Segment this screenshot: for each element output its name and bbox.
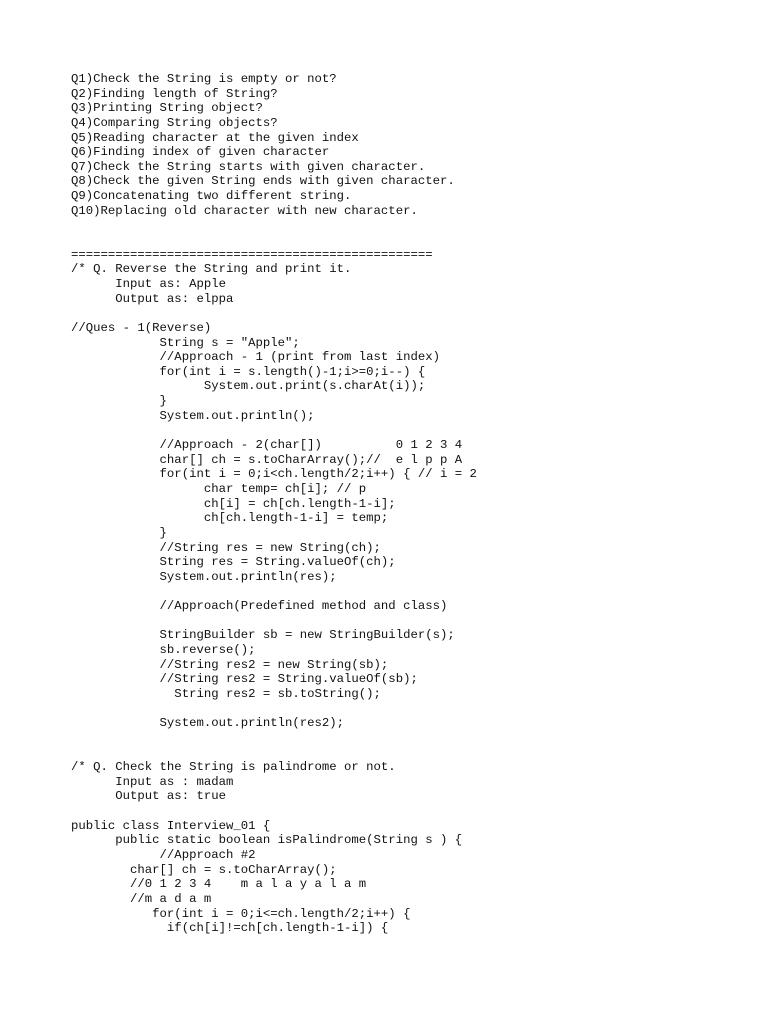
text-line: /* Q. Check the String is palindrome or not. [71, 760, 396, 775]
text-line: System.out.println(); [71, 408, 315, 423]
text-line: Input as : madam [71, 774, 234, 789]
text-line: for(int i = 0;i<ch.length/2;i++) { // i = 2 [71, 467, 477, 482]
blank-line [71, 731, 761, 746]
text-line: Q2)Finding length of String? [71, 86, 278, 101]
text-line: ================================================= [71, 247, 433, 262]
text-line: //String res2 = new String(sb); [71, 657, 389, 672]
text-line: Q9)Concatenating two different string. [71, 189, 352, 204]
text-line: if(ch[i]!=ch[ch.length-1-i]) { [71, 921, 389, 936]
text-line: Q7)Check the String starts with given character. [71, 159, 426, 174]
document-text [71, 72, 761, 936]
text-line: for(int i = 0;i<=ch.length/2;i++) { [71, 906, 411, 921]
text-line: Q10)Replacing old character with new character. [71, 203, 418, 218]
text-line: //0 1 2 3 4 m a l a y a l a m [71, 877, 367, 892]
blank-line [71, 745, 761, 760]
text-line: for(int i = s.length()-1;i>=0;i--) { [71, 364, 426, 379]
text-line: //Approach(Predefined method and class) [71, 599, 448, 614]
text-line: StringBuilder sb = new StringBuilder(s); [71, 628, 455, 643]
text-line: System.out.println(res2); [71, 716, 345, 731]
blank-line [71, 804, 761, 819]
text-line: Q8)Check the given String ends with given character. [71, 174, 455, 189]
text-line: System.out.println(res); [71, 569, 337, 584]
text-line: } [71, 394, 167, 409]
text-line: char temp= ch[i]; // p [71, 481, 367, 496]
text-line: Q3)Printing String object? [71, 101, 263, 116]
text-line: String s = "Apple"; [71, 335, 300, 350]
text-line: /* Q. Reverse the String and print it. [71, 262, 352, 277]
text-line: String res2 = sb.toString(); [71, 686, 381, 701]
text-line: ch[ch.length-1-i] = temp; [71, 511, 389, 526]
blank-line [71, 614, 761, 629]
text-line: Q1)Check the String is empty or not? [71, 72, 337, 86]
text-line: ch[i] = ch[ch.length-1-i]; [71, 496, 396, 511]
text-line: } [71, 525, 167, 540]
text-line: //Approach #2 [71, 847, 256, 862]
text-line: //String res2 = String.valueOf(sb); [71, 672, 418, 687]
text-line: Output as: true [71, 789, 226, 804]
text-line: //Approach - 1 (print from last index) [71, 350, 440, 365]
text-line: Input as: Apple [71, 276, 226, 291]
blank-line [71, 306, 761, 321]
blank-line [71, 584, 761, 599]
text-line: String res = String.valueOf(ch); [71, 555, 396, 570]
text-line: char[] ch = s.toCharArray();// e l p p A [71, 452, 463, 467]
blank-line [71, 218, 761, 233]
text-line: //String res = new String(ch); [71, 540, 381, 555]
text-line: //Ques - 1(Reverse) [71, 320, 212, 335]
text-line: public static boolean isPalindrome(String s ) { [71, 833, 463, 848]
text-line: Q6)Finding index of given character [71, 145, 330, 160]
text-line: //m a d a m [71, 891, 212, 906]
text-line: sb.reverse(); [71, 642, 256, 657]
text-line: System.out.print(s.charAt(i)); [71, 379, 426, 394]
text-line: Output as: elppa [71, 291, 234, 306]
text-line: public class Interview_01 { [71, 818, 271, 833]
text-line: char[] ch = s.toCharArray(); [71, 862, 337, 877]
text-line: //Approach - 2(char[]) 0 1 2 3 4 [71, 438, 463, 453]
text-line: Q5)Reading character at the given index [71, 130, 359, 145]
blank-line [71, 702, 761, 717]
text-line: Q4)Comparing String objects? [71, 115, 278, 130]
blank-line [71, 423, 761, 438]
blank-line [71, 233, 761, 248]
